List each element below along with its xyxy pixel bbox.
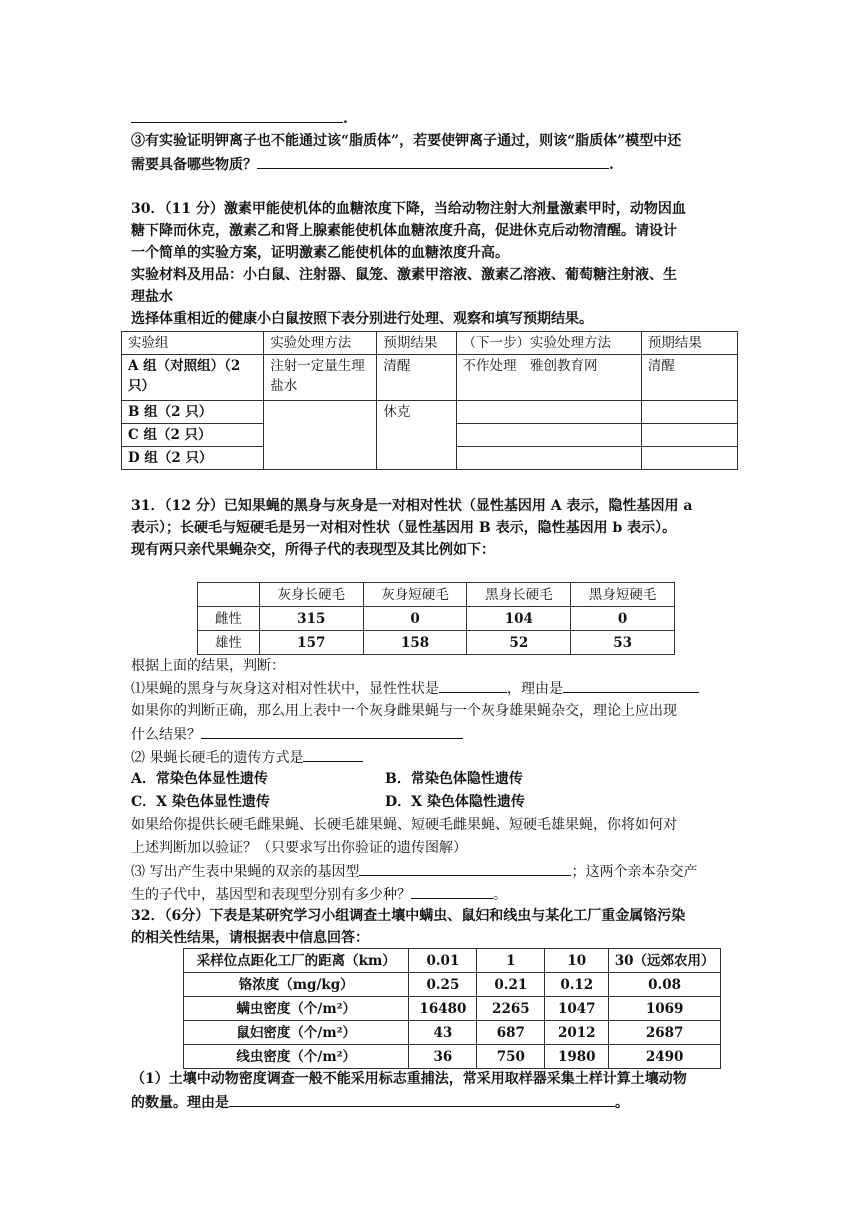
- table-cell: D 组（2 只）: [122, 447, 264, 470]
- table-cell: 雌性: [198, 607, 260, 631]
- q32-text-line: 的相关性结果，请根据表中信息回答：: [131, 930, 369, 946]
- q31-text-line: ⑶ 写出产生表中果蝇的双亲的基因型 ；这两个亲本杂交产: [131, 861, 697, 882]
- table-cell: 0: [363, 607, 467, 631]
- table-cell: 157: [259, 631, 363, 655]
- table-row: [198, 631, 675, 655]
- table-cell: 2490: [609, 1045, 721, 1069]
- table-cell: B 组（2 只）: [122, 401, 264, 424]
- table-row: [122, 355, 738, 401]
- q32-text-line: 32．（6分）下表是某研究学习小组调查土壤中螨虫、鼠妇和线虫与某化工厂重金属铬污染: [131, 908, 686, 924]
- table-cell-blank: [264, 401, 377, 470]
- table-header-cell: （下一步）实验处理方法: [456, 332, 641, 355]
- q31-text-line: 什么结果？: [131, 724, 463, 745]
- table-cell: 16480: [409, 997, 477, 1021]
- q31-offspring-table: [197, 582, 675, 655]
- table-cell: 36: [409, 1045, 477, 1069]
- table-cell: 750: [477, 1045, 545, 1069]
- table-cell: 52: [467, 631, 571, 655]
- table-header-cell: 10: [545, 949, 609, 973]
- q31-option: C．X 染色体显性遗传: [131, 794, 270, 810]
- q31-text-line: 31．（12 分）已知果蝇的黑身与灰身是一对相对性状（显性基因用 A 表示，隐性基因用 a: [131, 498, 693, 514]
- q31-text-line: 如果你的判断正确，那么用上表中一个灰身雌果蝇与一个灰身雄果蝇杂交，理论上应出现: [131, 703, 677, 719]
- table-cell: 清醒: [641, 355, 737, 401]
- table-cell: 休克: [377, 401, 456, 470]
- table-cell: 雄性: [198, 631, 260, 655]
- table-header-cell: 30（远郊农用）: [609, 949, 721, 973]
- table-cell: 2687: [609, 1021, 721, 1045]
- table-cell: 104: [467, 607, 571, 631]
- q31-option: B．常染色体隐性遗传: [385, 771, 523, 787]
- table-header-cell: 实验组: [122, 332, 264, 355]
- table-header-cell: 实验处理方法: [264, 332, 377, 355]
- table-row: [122, 401, 738, 424]
- table-cell: A 组（对照组）（2 只）: [122, 355, 264, 401]
- table-header-cell: 黑身短硬毛: [571, 583, 675, 607]
- q30-text-line: 糖下降而休克，激素乙和肾上腺素能使机体血糖浓度升高，促进休克后动物清醒。请设计: [131, 223, 677, 239]
- q31-option: A．常染色体显性遗传: [131, 771, 268, 787]
- table-header-cell: 黑身长硬毛: [467, 583, 571, 607]
- table-cell: 315: [259, 607, 363, 631]
- table-cell: 158: [363, 631, 467, 655]
- table-cell: 1980: [545, 1045, 609, 1069]
- table-cell-blank: [641, 447, 737, 470]
- table-cell: 0.08: [609, 973, 721, 997]
- q32-text-line: 的数量。理由是 。: [131, 1092, 629, 1113]
- q31-text-line: 现有两只亲代果蝇杂交，所得子代的表现型及其比例如下：: [131, 542, 495, 558]
- q29-text-line: ③有实验证明钾离子也不能通过该“脂质体”，若要使钾离子通过，则该“脂质体”模型中还: [131, 133, 682, 149]
- table-header-cell: [198, 583, 260, 607]
- q31-text-line: 根据上面的结果，判断：: [131, 658, 285, 674]
- q29-blank-line: .: [131, 108, 348, 129]
- table-cell: 线虫密度（个/m²）: [184, 1045, 409, 1069]
- table-header-cell: 灰身短硬毛: [363, 583, 467, 607]
- table-cell: 0.21: [477, 973, 545, 997]
- table-cell: 2265: [477, 997, 545, 1021]
- table-cell: 清醒: [377, 355, 456, 401]
- q31-text-line: ⑴果蝇的黑身与灰身这对相对性状中，显性性状是 ，理由是: [131, 678, 699, 699]
- table-cell: 注射一定量生理盐水: [264, 355, 377, 401]
- q30-text-line: 一个简单的实验方案，证明激素乙能使机体的血糖浓度升高。: [131, 245, 509, 261]
- table-cell: 0.12: [545, 973, 609, 997]
- table-cell: 1047: [545, 997, 609, 1021]
- table-cell: 铬浓度（mg/kg）: [184, 973, 409, 997]
- q32-text-line: （1）土壤中动物密度调查一般不能采用标志重捕法，常采用取样器采集土样计算土壤动物: [131, 1071, 687, 1087]
- table-cell: 2012: [545, 1021, 609, 1045]
- table-cell-blank: [456, 401, 641, 424]
- table-row: [184, 1045, 721, 1069]
- table-row: [184, 973, 721, 997]
- q31-text-line: 表示）；长硬毛与短硬毛是另一对相对性状（显性基因用 B 表示，隐性基因用 b 表示）。: [131, 520, 677, 536]
- table-cell: 0: [571, 607, 675, 631]
- table-header-row: [198, 583, 675, 607]
- q30-text-line: 理盐水: [131, 289, 173, 305]
- table-header-cell: 采样位点距化工厂的距离（km）: [184, 949, 409, 973]
- q32-survey-table: [183, 948, 721, 1069]
- q30-experiment-table: [121, 331, 738, 470]
- table-cell-blank: [641, 424, 737, 447]
- table-cell: 1069: [609, 997, 721, 1021]
- table-cell: 鼠妇密度（个/m²）: [184, 1021, 409, 1045]
- table-header-cell: 灰身长硬毛: [259, 583, 363, 607]
- table-cell-blank: [456, 424, 641, 447]
- q30-text-line: 30．（11 分）激素甲能使机体的血糖浓度下降，当给动物注射大剂量激素甲时，动物因血: [131, 201, 686, 217]
- q31-option: D．X 染色体隐性遗传: [385, 794, 525, 810]
- q30-text-line: 实验材料及用品：小白鼠、注射器、鼠笼、激素甲溶液、激素乙溶液、葡萄糖注射液、生: [131, 267, 677, 283]
- table-cell: 不作处理 雅创教育网: [456, 355, 641, 401]
- q30-text-line: 选择体重相近的健康小白鼠按照下表分别进行处理、观察和填写预期结果。: [131, 311, 593, 327]
- table-cell: C 组（2 只）: [122, 424, 264, 447]
- table-row: [184, 997, 721, 1021]
- q31-text-line: 上述判断加以验证？（只要求写出你验证的遗传图解）: [131, 840, 467, 856]
- table-cell-blank: [641, 401, 737, 424]
- table-cell: 687: [477, 1021, 545, 1045]
- table-header-row: [184, 949, 721, 973]
- table-header-row: [122, 332, 738, 355]
- q29-text-line: 需要具备哪些物质？ .: [131, 154, 614, 175]
- table-row: [198, 607, 675, 631]
- q31-text-line: 如果给你提供长硬毛雌果蝇、长硬毛雄果蝇、短硬毛雌果蝇、短硬毛雄果蝇，你将如何对: [131, 817, 677, 833]
- q31-text-line: 生的子代中，基因型和表现型分别有多少种？ 。: [131, 884, 507, 905]
- table-header-cell: 0.01: [409, 949, 477, 973]
- table-header-cell: 预期结果: [641, 332, 737, 355]
- table-cell: 53: [571, 631, 675, 655]
- table-cell-blank: [456, 447, 641, 470]
- table-cell: 螨虫密度（个/m²）: [184, 997, 409, 1021]
- table-header-cell: 预期结果: [377, 332, 456, 355]
- q31-text-line: ⑵ 果蝇长硬毛的遗传方式是: [131, 747, 363, 768]
- table-row: [184, 1021, 721, 1045]
- table-cell: 0.25: [409, 973, 477, 997]
- table-cell: 43: [409, 1021, 477, 1045]
- table-header-cell: 1: [477, 949, 545, 973]
